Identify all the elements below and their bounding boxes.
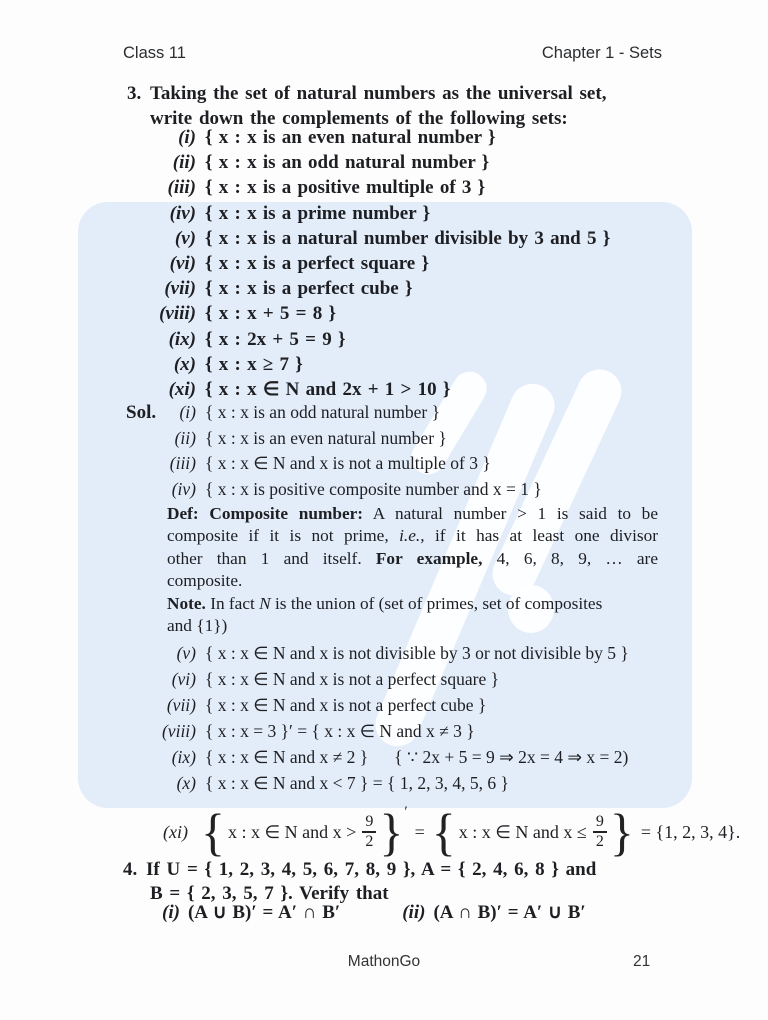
item-text: { x : x is a perfect cube } (205, 278, 413, 300)
item-text: { x : x ∈ N and x ≠ 2 } (205, 747, 369, 767)
definition-line: composite if it is not prime, i.e., if it has at least one divisor (167, 526, 658, 546)
item-numeral: (v) (176, 643, 196, 663)
question-item-row (100, 201, 700, 226)
item-text: { x : x is an even natural number } (205, 127, 496, 148)
definition-line: Def: Composite number: A natural number > 1 is said to be (167, 504, 658, 523)
item-numeral: (viii) (159, 303, 196, 325)
fraction: $\frac{9}{2}$ (362, 814, 376, 850)
item-numeral: (vii) (164, 278, 196, 300)
solution-items-a (100, 400, 700, 502)
item-numeral: (vi) (169, 252, 196, 274)
item-text: { x : x is an even natural number } (205, 427, 447, 448)
item-numeral: (vii) (166, 695, 196, 715)
solution-items-b (100, 640, 700, 796)
solution-item-row (100, 770, 700, 796)
item-text: { x : x ∈ N and x is not a multiple of 3 } (205, 453, 491, 473)
item-text: { x : x is a positive multiple of 3 } (205, 177, 486, 199)
item-text: { x : 2x + 5 = 9 } (205, 328, 346, 350)
question-item-row (100, 352, 700, 377)
solution-item-xi (163, 798, 740, 866)
item-text: { x : x is a natural number divisible by 3 and 5 } (205, 227, 611, 249)
item-text: { x : x ∈ N and x < 7 } = { 1, 2, 3, 4, 5, 6 } (205, 773, 509, 793)
prime-symbol: ′ (404, 803, 408, 820)
solution-item-row (100, 451, 700, 477)
item-text: { x : x = 3 }′ = { x : x ∈ N and x ≠ 3 } (205, 721, 475, 741)
subpart-numeral: (ii) (402, 902, 426, 923)
item-text: { x : x is a perfect square } (205, 252, 429, 274)
subpart-text: (A ∪ B)′ = A′ ∩ B′ (187, 902, 341, 923)
item-numeral: (iii) (167, 177, 196, 199)
question-3-heading (127, 81, 647, 131)
header-chapter-label: Chapter 1 - Sets (541, 44, 662, 62)
item-numeral: (iv) (171, 478, 196, 499)
solution-item-row (100, 426, 700, 452)
item-numeral: (xi) (168, 378, 196, 400)
footer-brand: MathonGo (347, 953, 421, 970)
solution-label: Sol. (126, 402, 157, 423)
question-item-row (100, 175, 700, 200)
question-item-row (100, 251, 700, 276)
big-open-brace: { (200, 802, 225, 862)
item-numeral: (ii) (174, 427, 196, 448)
question-3-line2: write down the complements of the following sets: (150, 108, 568, 129)
item-justification: { ∵ 2x + 5 = 9 ⇒ 2x = 4 ⇒ x = 2) (394, 747, 629, 767)
question-number: 4. (123, 859, 138, 880)
question-item-row (100, 377, 700, 402)
item-numeral: (x) (176, 773, 196, 793)
note-paragraph (167, 593, 667, 637)
question-item-row (100, 150, 700, 175)
question-number: 3. (127, 83, 142, 104)
set-expression: x : x ∈ N and x > (227, 821, 357, 842)
item-text: { x : x ∈ N and 2x + 1 > 10 } (205, 378, 451, 400)
note-line: Note. In fact N is the union of (set of primes, set of composites (167, 594, 603, 613)
subpart-text: (A ∩ B)′ = A′ ∪ B′ (433, 902, 586, 923)
item-numeral: (viii) (161, 721, 196, 741)
item-text: { x : x ∈ N and x is not divisible by 3 or not divisible by 5 } (205, 643, 629, 663)
question-3-line1: 3. Taking the set of natural numbers as the universal set, (127, 83, 607, 104)
big-open-brace: { (431, 802, 456, 862)
question-item-row (100, 301, 700, 326)
item-numeral: (ix) (171, 747, 196, 767)
item-numeral: (vi) (171, 669, 196, 689)
solution-item-row (100, 400, 700, 426)
item-text: { x : x + 5 = 8 } (205, 303, 336, 325)
question-item-row (100, 226, 700, 251)
item-numeral: (ii) (172, 152, 196, 174)
item-numeral: (x) (173, 353, 196, 375)
item-numeral: (iii) (169, 453, 196, 473)
item-text: { x : x ∈ N and x is not a perfect cube } (205, 695, 487, 715)
header-class-label: Class 11 (123, 44, 186, 62)
solution-item-row (100, 640, 700, 666)
solution-item-row (100, 718, 700, 744)
question-4-heading (123, 858, 683, 905)
item-numeral: (i) (179, 402, 196, 422)
equals-sign: = (414, 821, 425, 842)
solution-item-row (100, 744, 700, 770)
solution-item-row (100, 477, 700, 503)
solution-item-row (100, 666, 700, 692)
definition-line: other than 1 and itself. For example, 4, 6, 8, 9, … are (167, 548, 658, 568)
question-4-line2: B = { 2, 3, 5, 7 }. Verify that (150, 882, 389, 904)
item-numeral: (xi) (163, 821, 188, 842)
item-numeral: (v) (174, 227, 196, 249)
item-text: { x : x is positive composite number and x = 1 } (205, 478, 542, 499)
definition-line: composite. (167, 571, 243, 591)
set-expression: x : x ∈ N and x ≤ (458, 821, 587, 842)
big-close-brace: } (609, 802, 634, 862)
result-set: = {1, 2, 3, 4}. (640, 821, 741, 842)
item-text: { x : x is an odd natural number } (205, 152, 490, 174)
item-text: { x : x is an odd natural number } (205, 402, 441, 422)
question-item-row (100, 125, 700, 150)
subpart-numeral: (i) (162, 902, 180, 923)
question-4-subparts (162, 901, 586, 925)
question-3-items (100, 125, 700, 402)
item-numeral: (ix) (168, 328, 196, 350)
item-numeral: (i) (178, 127, 196, 148)
fraction: $\frac{9}{2}$ (593, 814, 607, 850)
item-text: { x : x is a prime number } (205, 202, 431, 224)
footer-page-number: 21 (633, 953, 651, 970)
item-text: { x : x ≥ 7 } (205, 353, 303, 375)
solution-item-row (100, 692, 700, 718)
big-close-brace: } (379, 802, 404, 862)
note-line: and {1}) (167, 615, 228, 635)
question-item-row (100, 276, 700, 301)
definition-paragraph (167, 503, 658, 593)
question-4-line1: 4. If U = { 1, 2, 3, 4, 5, 6, 7, 8, 9 }, A = { 2, 4, 6, 8 } and (123, 859, 597, 880)
item-numeral: (iv) (169, 202, 196, 224)
item-text: { x : x ∈ N and x is not a perfect square } (205, 669, 499, 689)
question-item-row (100, 327, 700, 352)
